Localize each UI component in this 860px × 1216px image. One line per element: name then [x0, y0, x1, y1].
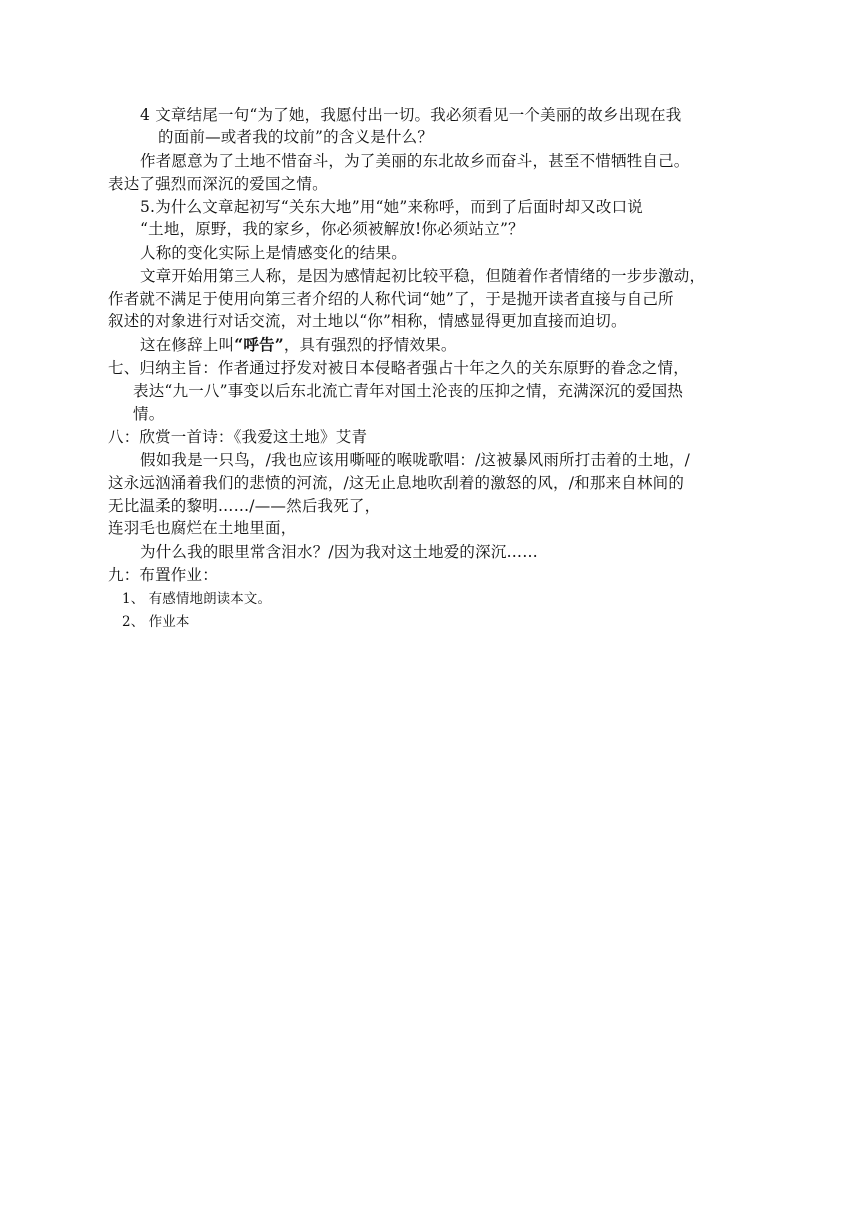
answer-4-line-1: 作者愿意为了土地不惜奋斗，为了美丽的东北故乡而奋斗，甚至不惜牺牲自己。: [140, 152, 690, 170]
question-5-line-2: “土地，原野，我的家乡，你必须被解放!你必须站立”？: [140, 220, 524, 238]
question-5-line-1: 5.为什么文章起初写“关东大地”用“她”来称呼，而到了后面时却又改口说: [140, 198, 643, 216]
rhetoric-text-before: 这在修辞上叫: [140, 336, 235, 354]
poem-line-1: 假如我是一只鸟，/我也应该用嘶哑的喉咙歌唱：/这被暴风雨所打击着的土地，/: [140, 451, 691, 469]
homework-item-2: 2、 作业本: [122, 614, 190, 630]
answer-4-line-2: 表达了强烈而深沉的爱国之情。: [108, 175, 328, 193]
answer-5-paragraph-2-line-3: 叙述的对象进行对话交流，对土地以“你”相称，情感显得更加直接而迫切。: [108, 312, 627, 330]
section-7-line-3: 情。: [133, 405, 165, 423]
section-8-heading: 八：欣赏一首诗：《我爱这土地》艾青: [108, 428, 368, 446]
answer-5-paragraph-2-line-1: 文章开始用第三人称，是因为感情起初比较平稳，但随着作者情绪的一步步激动，: [140, 267, 706, 285]
poem-line-3: 无比温柔的黎明……/——然后我死了，: [108, 497, 381, 515]
poem-line-4: 连羽毛也腐烂在土地里面，: [108, 519, 297, 537]
section-7-line-2: 表达“九一八”事变以后东北流亡青年对国土沦丧的压抑之情，充满深沉的爱国热: [133, 382, 684, 400]
homework-item-1: 1、 有感情地朗读本文。: [122, 591, 272, 607]
rhetoric-text-after: ，具有强烈的抒情效果。: [283, 336, 457, 354]
answer-5-paragraph-2-line-2: 作者就不满足于使用向第三者介绍的人称代词“她”了，于是抛开读者直接与自己所: [108, 290, 674, 308]
rhetoric-term: “呼告”: [234, 335, 284, 354]
question-4-line-2: 的面前—或者我的坟前”的含义是什么？: [158, 128, 434, 146]
poem-line-2: 这永远汹涌着我们的悲愤的河流，/这无止息地吹刮着的激怒的风，/和那来自林间的: [108, 474, 685, 492]
question-4-line-1: 4 文章结尾一句“为了她，我愿付出一切。我必须看见一个美丽的故乡出现在我: [140, 106, 682, 124]
section-9-heading: 九：布置作业：: [108, 566, 218, 584]
answer-5-line-1: 人称的变化实际上是情感变化的结果。: [140, 244, 407, 262]
section-7-line-1: 七、归纳主旨：作者通过抒发对被日本侵略者强占十年之久的关东原野的眷念之情，: [108, 359, 689, 377]
poem-line-5: 为什么我的眼里常含泪水？/因为我对这土地爱的深沉……: [140, 543, 538, 561]
answer-5-paragraph-3: [140, 334, 457, 356]
